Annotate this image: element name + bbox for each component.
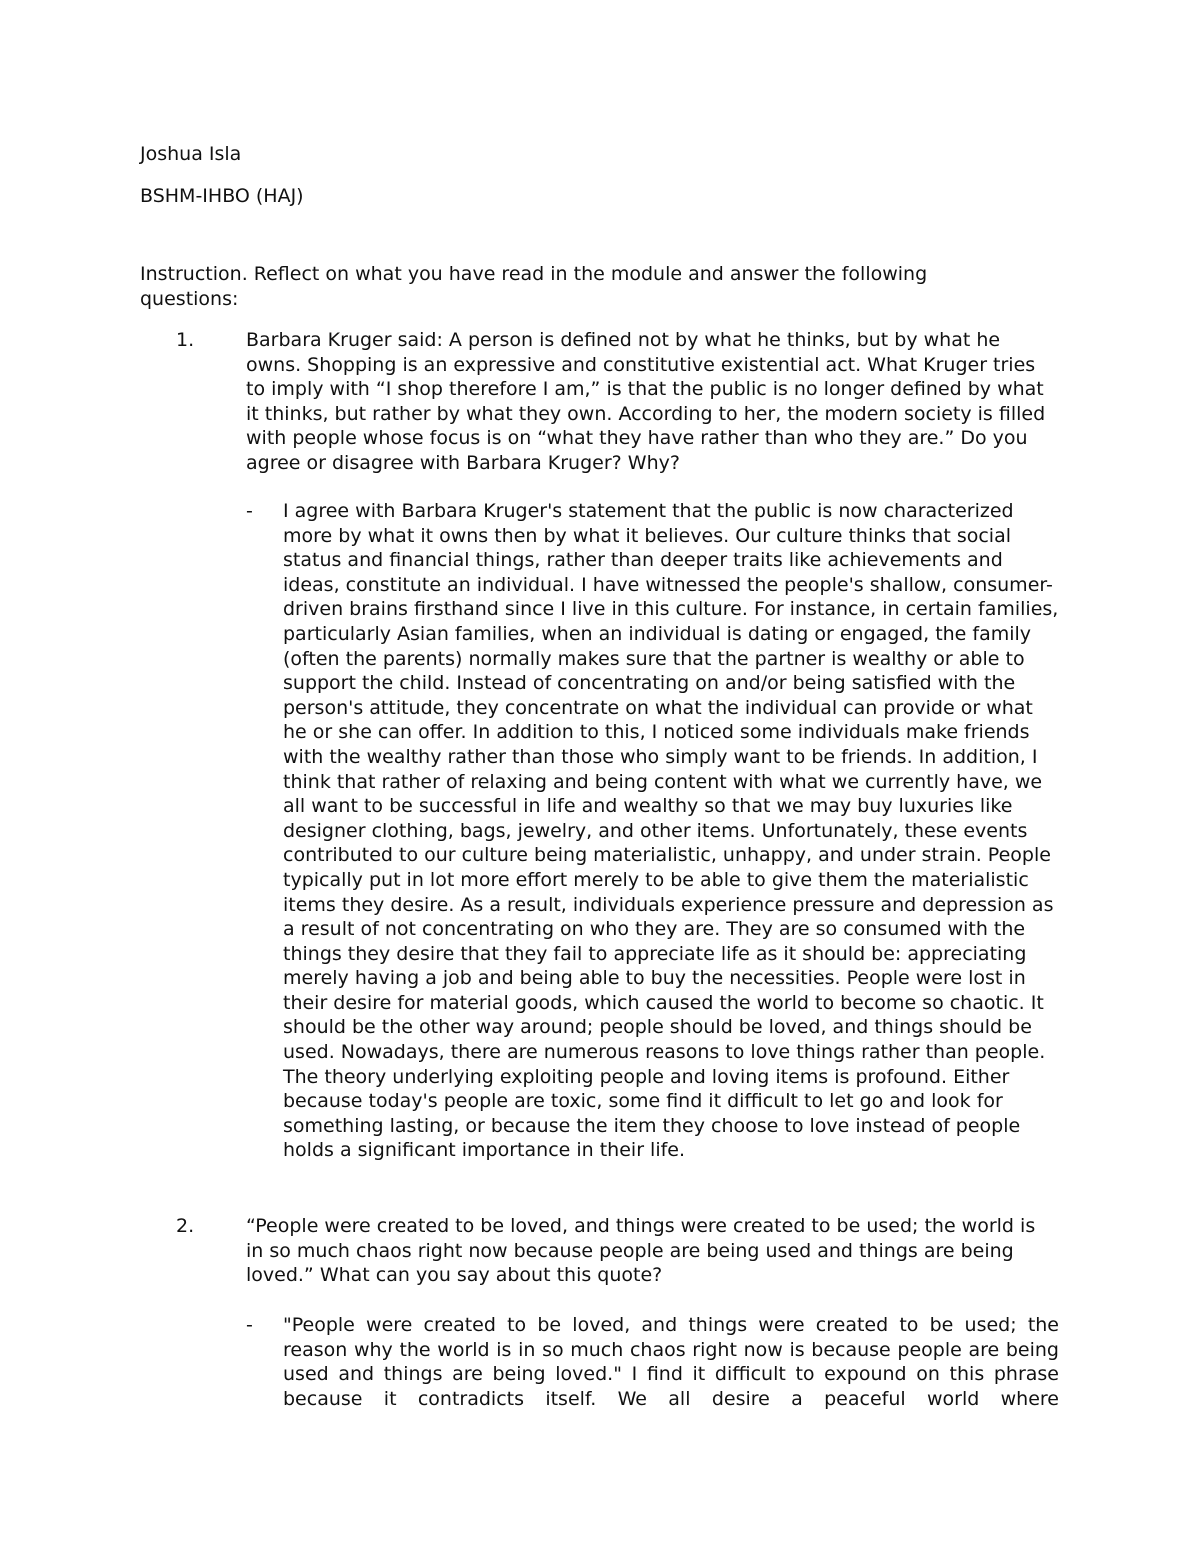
answer-1-text: I agree with Barbara Kruger's statement that the public is now characterized more by what it owns then by what it believes. Our culture thinks that social status and financial things, rather than deeper traits like achievements and ideas, constitute an individual. I have witnessed the people's shallow, consumer-driven brains firsthand since I live in this culture. For instance, in certain families, particularly Asian families, when an individual is dating or engaged, the family (often the parents) normally makes sure that the partner is wealthy or able to support the child. Instead of concentrating on and/or being satisfied with the person's attitude, they concentrate on what the individual can provide or what he or she can offer. In addition to this, I noticed some individuals make friends with the wealthy rather than those who simply want to be friends. In addition, I think that rather of relaxing and being content with what we currently have, we all want to be successful in life and wealthy so that we may buy luxuries like designer clothing, bags, jewelry, and other items. Unfortunately, these events contributed to our culture being materialistic, unhappy, and under strain. People typically put in lot more effort merely to be able to give them the materialistic items they desire. As a result, individuals experience pressure and depression as a result of not concentrating on who they are. They are so consumed with the things they desire that they fail to appreciate life as it should be: appreciating merely having a job and being able to buy the necessities. People were lost in their desire for material goods, which caused the world to become so chaotic. It should be the other way around; people should be loved, and things should be used. Nowadays, there are numerous reasons to love things rather than people. The theory underlying exploiting people and loving items is profound. Either because today's people are toxic, some find it difficult to let go and look for something lasting, or because the item they choose to love instead of people holds a significant importance in their life.: [283, 500, 1059, 1162]
question-2-number: 2.: [176, 1215, 195, 1237]
question-1-text: Barbara Kruger said: A person is defined not by what he thinks, but by what he owns. Shopping is an expressive and constitutive existential act. What Kruger tries to imply with “I shop therefore I am,” is that the public is no longer defined by what it thinks, but rather by what they own. According to her, the modern society is filled with people whose focus is on “what they have rather than who they are.” Do you agree or disagree with Barbara Kruger? Why?: [246, 329, 1046, 474]
answer-2-text: "People were created to be loved, and things were created to be used; the reason why the world is in so much chaos right now is because people are being used and things are being loved." I find it difficult to expound on this phrase because it contradicts itself. We all desire a peaceful world where: [283, 1314, 1059, 1410]
answer-2-bullet: -: [246, 1314, 253, 1336]
answer-1-bullet: -: [246, 500, 253, 522]
instruction-text: Instruction. Reflect on what you have read in the module and answer the following questions:: [140, 263, 928, 310]
question-1-number: 1.: [176, 329, 195, 351]
program-code: BSHM-IHBO (HAJ): [140, 185, 304, 207]
question-2-text: “People were created to be loved, and things were created to be used; the world is in so much chaos right now because people are being used and things are being loved.” What can you say about this quote?: [246, 1215, 1036, 1287]
author-name: Joshua Isla: [140, 143, 242, 165]
